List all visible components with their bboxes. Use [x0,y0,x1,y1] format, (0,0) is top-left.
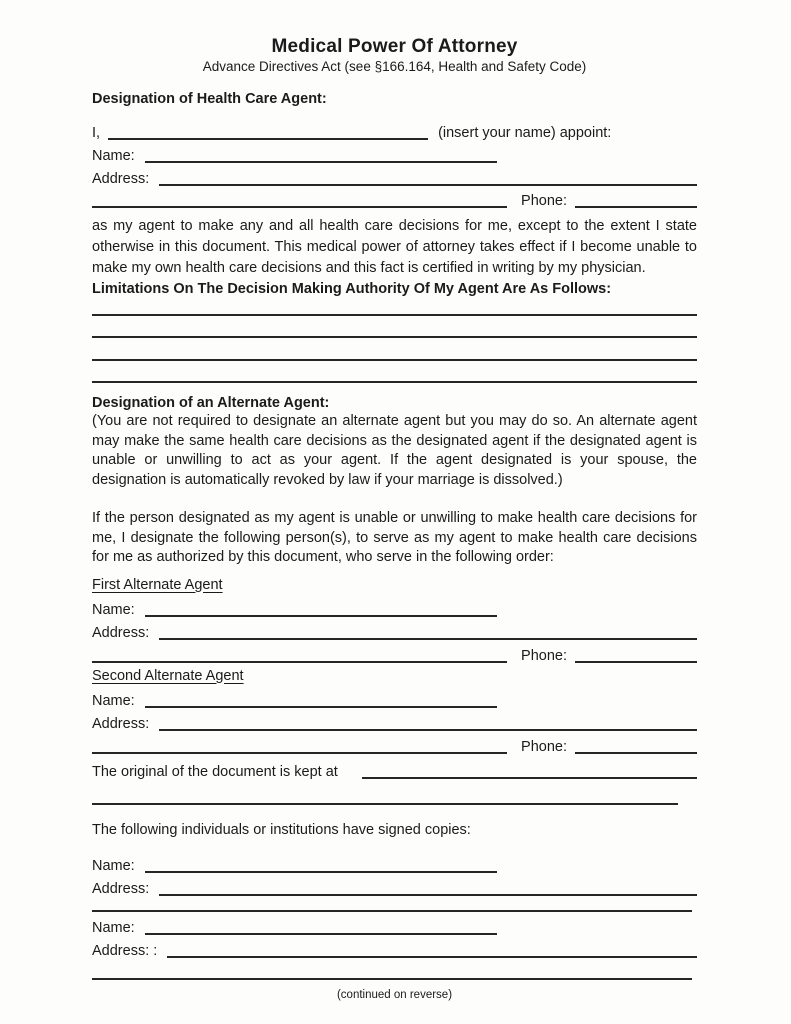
name-label: Name: [92,919,135,936]
agent-clause-paragraph: as my agent to make any and all health care decisions for me, except to the extent I state otherwise in this document. This medical power of attorney takes effect if I become unable to make my own health care decisions and this fact is certified in writing by my physician. [92,218,697,276]
principal-name-blank[interactable] [108,128,428,140]
first-alt-phone-blank[interactable] [575,651,697,663]
first-alternate-heading: First Alternate Agent [92,576,223,593]
second-alt-address-blank[interactable] [159,719,697,731]
first-alt-name-blank[interactable] [145,605,497,617]
page-title: Medical Power Of Attorney [271,36,518,57]
continued-note: (continued on reverse) [336,988,453,1001]
name-label: Name: [92,601,135,618]
second-alt-address-row [92,711,697,733]
second-alt-phone-row [92,734,697,756]
copy1-address2-blank[interactable] [92,910,692,912]
name-label: Name: [92,148,135,164]
copy2-address-row [92,938,697,960]
agent-address2-blank[interactable] [92,196,507,208]
second-alt-name-row [92,688,697,710]
first-alt-address-row [92,620,697,642]
designation-heading: Designation of Health Care Agent: [92,91,327,107]
copy1-address-blank[interactable] [159,884,697,896]
signed-copies-heading: The following individuals or institutions have signed copies: [92,821,471,838]
page-subtitle: Advance Directives Act (see §166.164, Health and Safety Code) [202,59,587,74]
agent-address-row [92,166,697,188]
original-location-blank[interactable] [362,767,697,779]
address-label: Address: [92,171,150,187]
limitations-blank-line[interactable] [92,381,697,383]
address-label: Address: [92,715,150,732]
copy2-address2-blank[interactable] [92,978,692,980]
alternate-optional-note: (You are not required to designate an alternate agent but you may do so. An alternate agent may make the same health care decisions as the designated agent if the designated agent is unable or unwilling to act as your agent. If the agent designated is your spouse, the designation is automatically revoked by law if your marriage is dissolved.) [92,413,697,488]
copy1-address-row [92,876,697,898]
copy1-name-row [92,853,697,875]
agent-name-blank[interactable] [145,151,497,163]
agent-name-row [92,143,697,165]
second-alt-name-blank[interactable] [145,696,497,708]
limitations-blank-line[interactable] [92,359,697,361]
address-label: Address: [92,624,150,641]
first-alt-address-blank[interactable] [159,628,697,640]
i-prefix-label: I, [92,125,101,141]
agent-phone-blank[interactable] [575,196,697,208]
copy2-name-blank[interactable] [145,923,497,935]
kept-at-label: The original of the document is kept at [92,763,338,780]
first-alt-address2-blank[interactable] [92,651,507,663]
agent-phone-row [92,188,697,210]
address-label: Address: [92,880,150,897]
original-location-row [92,757,697,781]
copy2-name-row [92,915,697,937]
form-content [92,36,697,1002]
agent-address-blank[interactable] [159,174,697,186]
insert-name-note: (insert your name) appoint: [438,125,612,141]
name-label: Name: [92,857,135,874]
copy2-address-blank[interactable] [167,946,697,958]
alternate-heading: Designation of an Alternate Agent: [92,395,330,411]
limitations-blank-line[interactable] [92,314,697,316]
principal-name-row [92,118,697,142]
phone-label: Phone: [521,193,567,209]
alternate-order-clause: If the person designated as my agent is unable or unwilling to make health care decisions for me, I designate the following person(s), to serve as my agent to make health care decisions for me as authorized by this document, who serve in the following order: [92,510,697,565]
original-location-line2-blank[interactable] [92,803,678,805]
limitations-blank-line[interactable] [92,336,697,338]
name-label: Name: [92,692,135,709]
limitations-heading: Limitations On The Decision Making Authority Of My Agent Are As Follows: [92,281,612,297]
phone-label: Phone: [521,738,567,755]
first-alt-phone-row [92,643,697,665]
second-alt-phone-blank[interactable] [575,742,697,754]
phone-label: Phone: [521,647,567,664]
copy1-name-blank[interactable] [145,861,497,873]
first-alt-name-row [92,597,697,619]
address-alt-label: Address: : [92,942,158,959]
second-alt-address2-blank[interactable] [92,742,507,754]
second-alternate-heading: Second Alternate Agent [92,667,244,684]
